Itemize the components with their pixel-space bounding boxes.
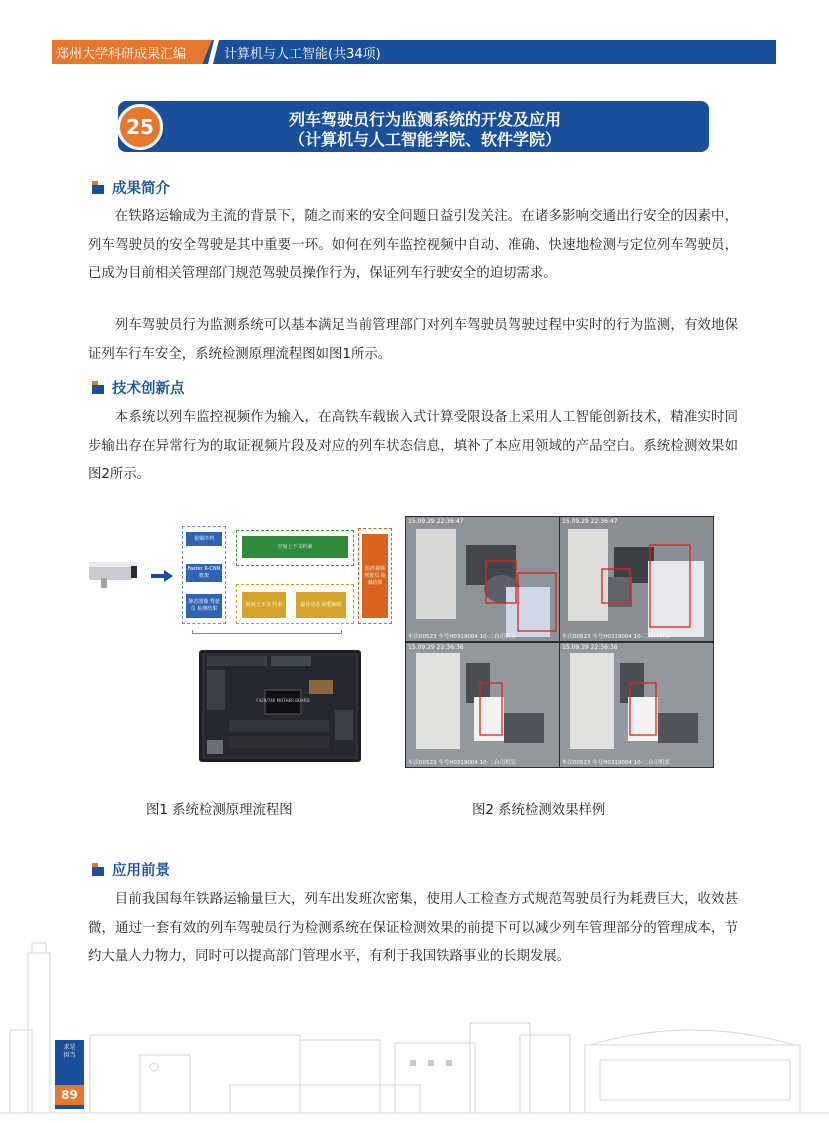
running-header <box>52 40 776 64</box>
frame-timestamp: 15.09.29 22:36:47 <box>408 518 464 525</box>
figure-1-caption: 图1 系统检测原理流程图 <box>146 803 293 818</box>
frame-timestamp: 15.09.29 22:36:36 <box>562 644 618 651</box>
camera-frame-1 <box>406 517 559 641</box>
intro-paragraph-1: 在铁路运输成为主流的背景下，随之而来的安全问题日益引发关注。在诸多影响交通出行安全的因素中，列车驾驶员的安全驾驶是其中重要一环。如何在列车监控视频中自动、准确、快速地检测与定位列车驾驶员，已成为目前相关管理部门规范驾驶员操作行为，保证列车行驶安全的迫切需求。 <box>88 209 738 281</box>
section-heading-intro <box>92 177 170 197</box>
item-number-badge: 25 <box>117 104 163 150</box>
frame-timestamp: 15.09.29 22:36:36 <box>408 644 464 651</box>
figure-1-diagram <box>87 518 393 768</box>
embedded-board-image <box>199 650 361 762</box>
arrow-right-icon <box>151 570 173 582</box>
intro-paragraph-2: 列车驾驶员行为监测系统可以基本满足当前管理部门对列车驾驶员驾驶过程中实时的行为监测，有效地保证列车行车安全，系统检测原理流程图如图1所示。 <box>88 318 738 362</box>
page-vertical-motto: 求是担当 <box>63 1044 76 1059</box>
flow-box-temporal: 时间上下文 约束 <box>242 592 286 618</box>
campus-skyline-illustration <box>0 935 829 1123</box>
cab-scene-illustration <box>560 517 713 641</box>
frame-footer-text: 车次00523 车号H0319004 10-二台司机室 <box>408 760 517 766</box>
page-title: 列车驾驶员行为监测系统的开发及应用 <box>288 110 561 129</box>
frame-footer-text: 车次00523 车号H0319004 10-二台司机室 <box>408 634 517 640</box>
board-label: F429/746 MOTHER BOARD <box>256 698 310 703</box>
camera-frame-3 <box>406 643 559 767</box>
page-subtitle: （计算机与人工智能学院、软件学院） <box>288 130 561 149</box>
detection-flowchart <box>182 526 392 632</box>
section-heading-text: 技术创新点 <box>112 380 185 397</box>
page-number: 89 <box>55 1085 84 1105</box>
flow-box-video: 视频序列 <box>186 532 222 546</box>
frame-footer-text: 车次00523 车号H0319004 10-二台司机室 <box>562 760 671 766</box>
innovation-paragraph: 本系统以列车监控视频作为输入，在高铁车载嵌入式计算受限设备上采用人工智能创新技术，精准实时同步输出存在异常行为的取证视频片段及对应的列车状态信息，填补了本应用领域的产品空白。系统检测效果如图2所示。 <box>88 410 738 482</box>
section-heading-prospect <box>92 859 170 879</box>
flow-box-spatial: 空间上下文约束 <box>242 536 348 558</box>
frame-footer-text: 车次00523 车号H0319004 10-二台司机室 <box>562 634 671 640</box>
flow-box-static-result: 静态图像 驾驶员 检测结果 <box>186 594 222 618</box>
camera-frame-2 <box>560 517 713 641</box>
flow-box-adaptive: 最佳动态 调整阈值 <box>296 592 346 618</box>
section-marker-icon <box>92 381 104 394</box>
header-category: 计算机与人工智能(共34项) <box>224 47 381 62</box>
section-marker-icon <box>92 863 104 876</box>
prospect-paragraph: 目前我国每年铁路运输量巨大，列车出发班次密集，使用人工检查方式规范驾驶员行为耗费巨大，收效甚微，通过一套有效的列车驾驶员行为检测系统在保证检测效果的前提下可以减少列车管理部分的管理成本，节约大量人力物力，同时可以提高部门管理水平，有利于我国铁路事业的长期发展。 <box>88 892 738 964</box>
camera-frame-4 <box>560 643 713 767</box>
cab-scene-illustration <box>560 643 713 767</box>
cab-scene-illustration <box>406 643 559 767</box>
frame-timestamp: 15.09.29 22:36:47 <box>562 518 618 525</box>
section-heading-text: 应用前景 <box>112 862 170 879</box>
section-heading-innovation <box>92 377 185 397</box>
section-marker-icon <box>92 181 104 194</box>
flow-box-final-result: 监控视频 驾驶员 检测结果 <box>362 534 388 618</box>
section-heading-text: 成果简介 <box>112 180 170 197</box>
cab-scene-illustration <box>406 517 559 641</box>
camera-icon <box>87 556 147 590</box>
flow-box-faster-rcnn: Faster R-CNN 框架 <box>186 564 222 582</box>
circuit-board-illustration <box>199 650 361 762</box>
header-collection-title: 郑州大学科研成果汇编 <box>56 47 187 62</box>
figure-2-caption: 图2 系统检测效果样例 <box>472 803 606 818</box>
figure-2-detection-samples <box>405 516 714 768</box>
